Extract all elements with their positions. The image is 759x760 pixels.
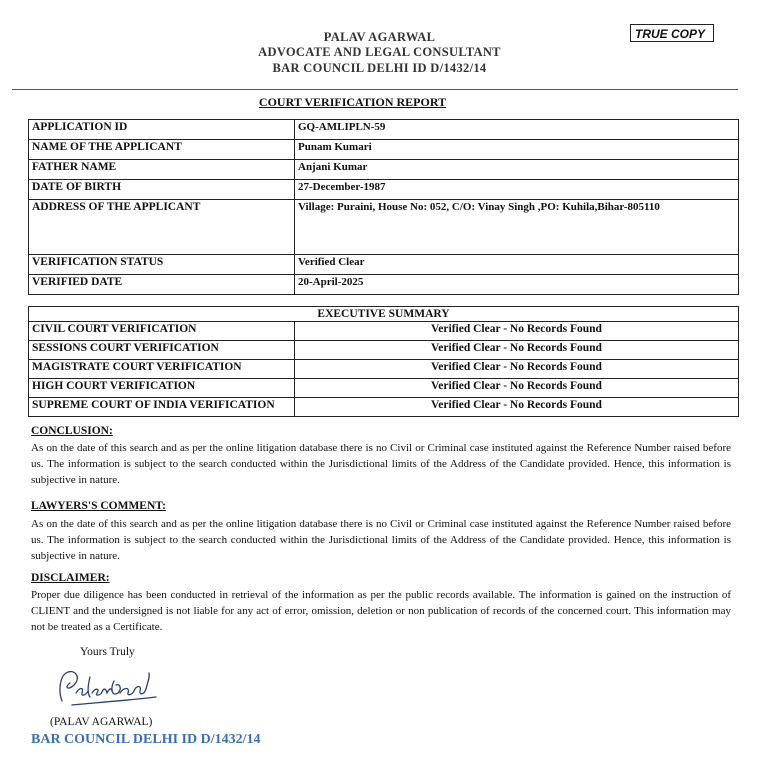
header-divider <box>12 89 738 90</box>
advocate-title: ADVOCATE AND LEGAL CONSULTANT <box>258 45 501 59</box>
dob-label: DATE OF BIRTH <box>29 180 295 200</box>
conclusion-heading: CONCLUSION: <box>31 425 113 437</box>
verification-status-label: VERIFICATION STATUS <box>29 255 295 275</box>
court-result: Verified Clear - No Records Found <box>295 379 739 398</box>
disclaimer-text: Proper due diligence has been conducted in retrieval of the information as per the public records available. The information is gained on the instruction of CLIENT and the undersigned is not liable for any act of error, omission, deletion or non publication of records of the concerned court. This information may not be treated as a Certificate. <box>31 589 731 633</box>
report-title <box>0 95 705 110</box>
report-title-text: COURT VERIFICATION REPORT <box>258 95 447 109</box>
lawyers-comment-heading: LAWYERS'S COMMENT: <box>31 500 166 512</box>
court-label: MAGISTRATE COURT VERIFICATION <box>29 360 295 379</box>
application-id-label: APPLICATION ID <box>29 120 295 140</box>
bar-council-id-footer: BAR COUNCIL DELHI ID D/1432/14 <box>31 732 261 747</box>
applicant-name-label: NAME OF THE APPLICANT <box>29 140 295 160</box>
father-name-value: Anjani Kumar <box>295 160 739 180</box>
conclusion-text: As on the date of this search and as per the online litigation database there is no Civil or Criminal case instituted against the Reference Number raised before us. The information is subject to the search conducted within the Jurisdictional limits of the Address of the Candidate provided. Hence, this information is subjective in nature. <box>31 442 731 486</box>
court-result: Verified Clear - No Records Found <box>295 398 739 417</box>
address-label: ADDRESS OF THE APPLICANT <box>29 200 295 255</box>
address-value: Village: Puraini, House No: 052, C/O: Vinay Singh ,PO: Kuhila,Bihar-805110 <box>295 200 739 255</box>
father-name-label: FATHER NAME <box>29 160 295 180</box>
disclaimer-heading: DISCLAIMER: <box>31 572 110 584</box>
closing-salutation: Yours Truly <box>80 646 135 658</box>
court-result: Verified Clear - No Records Found <box>295 360 739 379</box>
verified-date-value: 20-April-2025 <box>295 275 739 295</box>
advocate-name: PALAV AGARWAL <box>323 30 436 44</box>
signatory-name: (PALAV AGARWAL) <box>50 716 153 728</box>
dob-value: 27-December-1987 <box>295 180 739 200</box>
court-label: HIGH COURT VERIFICATION <box>29 379 295 398</box>
executive-summary-heading: EXECUTIVE SUMMARY <box>29 307 739 322</box>
court-label: SESSIONS COURT VERIFICATION <box>29 341 295 360</box>
court-label: SUPREME COURT OF INDIA VERIFICATION <box>29 398 295 417</box>
court-label: CIVIL COURT VERIFICATION <box>29 322 295 341</box>
application-id-value: GQ-AMLIPLN-59 <box>295 120 739 140</box>
court-result: Verified Clear - No Records Found <box>295 322 739 341</box>
lawyers-comment-text: As on the date of this search and as per the online litigation database there is no Civil or Criminal case instituted against the Reference Number raised before us. The information is subject to the search conducted within the Jurisdictional limits of the Address of the Candidate provided. Hence, this information is subjective in nature. <box>31 518 731 562</box>
bar-council-id-header: BAR COUNCIL DELHI ID D/1432/14 <box>272 61 487 75</box>
verification-status-value: Verified Clear <box>295 255 739 275</box>
signature-image <box>52 663 162 713</box>
applicant-name-value: Punam Kumari <box>295 140 739 160</box>
executive-summary-table <box>28 306 739 417</box>
court-result: Verified Clear - No Records Found <box>295 341 739 360</box>
applicant-info-table <box>28 119 739 295</box>
true-copy-stamp: TRUE COPY <box>630 24 714 42</box>
verified-date-label: VERIFIED DATE <box>29 275 295 295</box>
